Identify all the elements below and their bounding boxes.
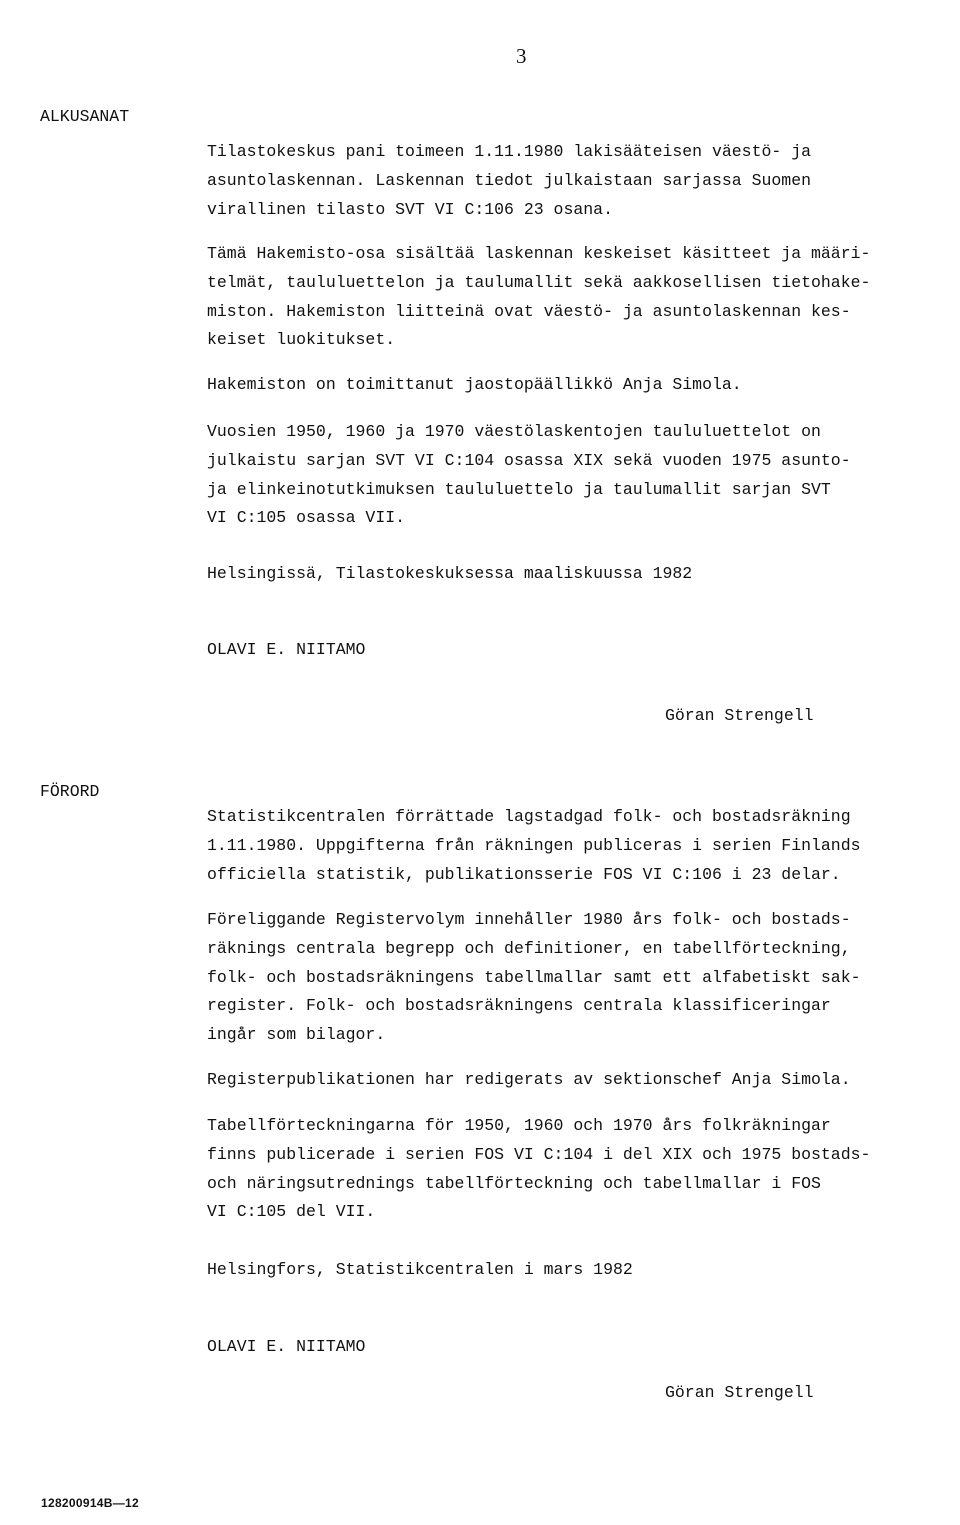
text-line: Tilastokeskus pani toimeen 1.11.1980 lakisääteisen väestö- ja — [207, 142, 811, 161]
text-line: folk- och bostadsräkningens tabellmallar samt ett alfabetiskt sak- — [207, 967, 861, 987]
swedish-paragraph-5 — [207, 1256, 947, 1285]
text-line: finns publicerade i serien FOS VI C:104 i del XIX och 1975 bostads- — [207, 1144, 871, 1164]
text-line: 1.11.1980. Uppgifterna från räkningen publiceras i serien Finlands — [207, 835, 861, 855]
text-line: VI C:105 osassa VII. — [207, 508, 406, 528]
text-line: och näringsutrednings tabellförteckning och tabellmallar i FOS — [207, 1173, 821, 1193]
text-line: asuntolaskennan. Laskennan tiedot julkaistaan sarjassa Suomen — [207, 170, 811, 190]
signature-strengell-sv: Göran Strengell — [665, 1383, 814, 1402]
text-line: räknings centrala begrepp och definitioner, en tabellförteckning, — [207, 938, 851, 958]
finnish-paragraph-4 — [207, 418, 947, 533]
text-line: Hakemiston on toimittanut jaostopäällikkö Anja Simola. — [207, 375, 742, 394]
text-line: Tämä Hakemisto-osa sisältää laskennan keskeiset käsitteet ja määri- — [207, 244, 871, 263]
text-line: VI C:105 del VII. — [207, 1202, 376, 1222]
finnish-paragraph-1 — [207, 138, 947, 224]
signature-niitamo-sv: OLAVI E. NIITAMO — [207, 1337, 366, 1356]
finnish-paragraph-2 — [207, 240, 947, 355]
text-line: ingår som bilagor. — [207, 1025, 386, 1045]
text-line: miston. Hakemiston liitteinä ovat väestö- ja asuntolaskennan kes- — [207, 301, 851, 321]
finnish-paragraph-5 — [207, 560, 947, 589]
text-line: keiset luokitukset. — [207, 330, 396, 350]
text-line: officiella statistik, publikationsserie FOS VI C:106 i 23 delar. — [207, 864, 841, 884]
text-line: Registerpublikationen har redigerats av sektionschef Anja Simola. — [207, 1070, 851, 1089]
text-line: Statistikcentralen förrättade lagstadgad folk- och bostadsräkning — [207, 807, 851, 826]
swedish-paragraph-1 — [207, 803, 947, 889]
signature-niitamo-fi: OLAVI E. NIITAMO — [207, 640, 366, 659]
text-line: Tabellförteckningarna för 1950, 1960 och 1970 års folkräkningar — [207, 1116, 831, 1135]
swedish-paragraph-2 — [207, 906, 947, 1050]
text-line: virallinen tilasto SVT VI C:106 23 osana. — [207, 199, 613, 219]
text-line: telmät, taululuettelon ja taulumallit sekä aakkosellisen tietohake- — [207, 272, 871, 292]
swedish-paragraph-3 — [207, 1066, 947, 1095]
text-line: Föreliggande Registervolym innehåller 1980 års folk- och bostads- — [207, 910, 851, 929]
swedish-paragraph-4 — [207, 1112, 947, 1227]
finnish-paragraph-3 — [207, 371, 947, 400]
text-line: ja elinkeinotutkimuksen taululuettelo ja taulumallit sarjan SVT — [207, 479, 831, 499]
text-line: Helsingissä, Tilastokeskuksessa maaliskuussa 1982 — [207, 564, 693, 583]
page-number: 3 — [516, 44, 527, 68]
heading-alkusanat: ALKUSANAT — [40, 107, 130, 126]
text-line: Helsingfors, Statistikcentralen i mars 1982 — [207, 1260, 633, 1279]
signature-strengell-fi: Göran Strengell — [665, 706, 814, 725]
footer-code: 128200914B—12 — [41, 1496, 139, 1510]
heading-fororord: FÖRORD — [40, 782, 100, 801]
text-line: julkaistu sarjan SVT VI C:104 osassa XIX sekä vuoden 1975 asunto- — [207, 450, 851, 470]
text-line: Vuosien 1950, 1960 ja 1970 väestölaskentojen taululuettelot on — [207, 422, 821, 441]
text-line: register. Folk- och bostadsräkningens centrala klassificeringar — [207, 996, 831, 1016]
